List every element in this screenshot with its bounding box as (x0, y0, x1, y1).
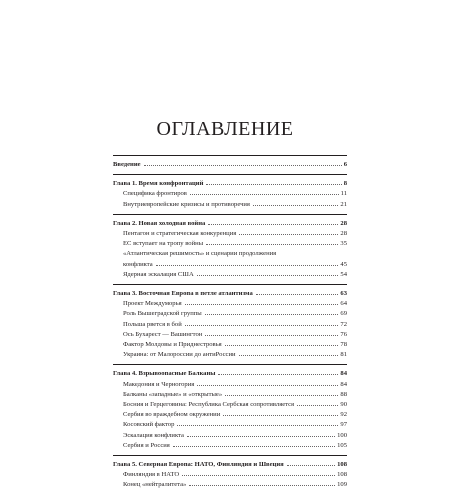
toc-entry-title: Внутриевропейские кризисы и противоречия (123, 200, 250, 208)
toc-entry-title: Проект Междуморья (123, 300, 182, 308)
toc-entry[interactable] (113, 380, 347, 390)
toc-entry-title: Пентагон и стратегическая конкуренция (123, 230, 237, 238)
dot-leader (297, 405, 338, 406)
toc-entry[interactable] (113, 410, 347, 420)
toc-entry-title: Ось Бухарест — Вашингтон (123, 330, 203, 338)
toc-entry-title: Сербия и Россия (123, 441, 170, 449)
dot-leader (190, 194, 339, 195)
toc-chapter (113, 285, 347, 364)
dot-leader (225, 395, 338, 396)
dot-leader (225, 345, 339, 346)
toc-entry-page: 8 (343, 180, 347, 188)
toc-chapter-entry[interactable] (113, 369, 347, 379)
dot-leader (144, 165, 342, 166)
dot-leader (206, 244, 338, 245)
dot-leader (218, 374, 338, 375)
toc-entry-title: Роль Вышеградской группы (123, 310, 202, 318)
toc-entry[interactable] (113, 340, 347, 350)
toc-entry[interactable] (113, 320, 347, 330)
dot-leader (156, 265, 339, 266)
toc-entry[interactable] (113, 239, 347, 249)
toc-entry-page: 35 (340, 240, 347, 248)
dot-leader (208, 224, 338, 225)
toc-entry-page: 45 (340, 260, 347, 268)
toc-entry-title: Глава 1. Время конфронтаций (113, 180, 204, 188)
toc-entry-title: Украина: от Малороссии до антиРоссии (123, 351, 236, 359)
toc-entry[interactable] (113, 350, 347, 360)
toc-entry-page: 76 (340, 330, 347, 338)
toc-entry-page: 97 (340, 421, 347, 429)
dot-leader (177, 425, 338, 426)
toc-entry-title: Глава 4. Взрывоопасные Балканы (113, 370, 216, 378)
toc-entry-page: 6 (343, 161, 347, 168)
toc-entry-page: 92 (340, 411, 347, 419)
toc-entry-title-cont: конфликта (123, 260, 153, 268)
toc-chapter (113, 365, 347, 455)
toc-entry[interactable] (113, 390, 347, 400)
toc-entry-title: Босния и Герцеговина: Республика Сербская сопротивляется (123, 401, 295, 409)
toc-entry[interactable] (113, 189, 347, 199)
dot-leader (185, 325, 339, 326)
toc-entry-continuation[interactable] (113, 260, 347, 270)
dot-leader (239, 234, 338, 235)
dot-leader (239, 355, 339, 356)
toc-entry-title: Балканы «западные» и «открытые» (123, 390, 223, 398)
toc-entry[interactable] (113, 309, 347, 319)
toc-entry-title: Введение (113, 161, 141, 168)
toc-chapter (113, 456, 347, 495)
toc-entry-page: 72 (340, 320, 347, 328)
toc-chapter-entry[interactable] (113, 179, 347, 189)
dot-leader (197, 275, 339, 276)
toc-entry-page: 100 (337, 431, 347, 439)
toc-entry-title: Эскалация конфликта (123, 431, 184, 439)
toc-chapter (113, 175, 347, 214)
toc-entry-page: 105 (337, 441, 347, 449)
toc-entry-title: Сербия во враждебном окружении (123, 411, 221, 419)
toc-chapter-entry[interactable] (113, 460, 347, 470)
toc-heading: ОГЛАВЛЕНИЕ (156, 118, 294, 140)
dot-leader (185, 304, 339, 305)
toc-entry-page: 88 (340, 390, 347, 398)
toc-entry-title: Финляндия в НАТО (123, 471, 180, 479)
toc-entry-page: 109 (337, 481, 347, 489)
toc-entry-page: 28 (340, 219, 347, 227)
toc-entry-title: Глава 3. Восточная Европа в петле атлантизма (113, 290, 253, 298)
toc-entry[interactable] (113, 431, 347, 441)
toc-entry-page: 28 (340, 230, 347, 238)
toc-chapters (113, 174, 347, 494)
toc-entry[interactable] (113, 330, 347, 340)
dot-leader (205, 314, 339, 315)
toc-intro (113, 156, 347, 174)
toc-entry-title: «Атлантическая решимость» и сценарии продолжения (123, 250, 277, 258)
dot-leader (206, 184, 341, 185)
table-of-contents (113, 155, 347, 495)
toc-entry[interactable] (113, 400, 347, 410)
toc-entry-page: 81 (340, 351, 347, 359)
toc-chapter-entry[interactable] (113, 219, 347, 229)
toc-entry-page: 69 (340, 310, 347, 318)
toc-entry-intro[interactable] (113, 160, 347, 170)
dot-leader (223, 415, 338, 416)
toc-entry-title: ЕС вступает на тропу войны (123, 240, 204, 248)
toc-entry[interactable] (113, 200, 347, 210)
toc-entry[interactable] (113, 299, 347, 309)
toc-entry[interactable] (113, 229, 347, 239)
toc-entry-page: 84 (340, 370, 347, 378)
toc-entry[interactable] (113, 420, 347, 430)
toc-entry-page: 54 (340, 270, 347, 278)
toc-entry-page: 84 (340, 380, 347, 388)
dot-leader (256, 294, 339, 295)
dot-leader (182, 475, 335, 476)
toc-entry-page: 108 (337, 471, 347, 479)
dot-leader (187, 436, 335, 437)
dot-leader (173, 446, 335, 447)
toc-entry-title: Фактор Молдовы и Приднестровья (123, 341, 222, 349)
toc-entry[interactable] (113, 270, 347, 280)
dot-leader (197, 385, 338, 386)
toc-entry[interactable] (113, 249, 347, 259)
toc-entry-page: 63 (340, 290, 347, 298)
toc-entry-page: 11 (340, 190, 347, 198)
toc-entry-page: 21 (340, 200, 347, 208)
toc-entry-title: Специфика фронтиров (123, 190, 187, 198)
toc-entry[interactable] (113, 480, 347, 490)
toc-entry-title: Конец «нейтралитета» (123, 481, 187, 489)
toc-entry-title: Македония и Черногория (123, 380, 195, 388)
toc-entry-page: 90 (340, 401, 347, 409)
toc-entry-title: Косовский фактор (123, 421, 175, 429)
dot-leader (287, 465, 335, 466)
toc-entry-page: 64 (340, 300, 347, 308)
toc-entry-title: Ядерная эскалация США (123, 270, 194, 278)
toc-entry-page: 78 (340, 341, 347, 349)
toc-entry-title: Глава 5. Северная Европа: НАТО, Финляндия и Швеция (113, 461, 284, 469)
toc-chapter-entry[interactable] (113, 289, 347, 299)
dot-leader (253, 205, 338, 206)
toc-entry-title: Глава 2. Новая холодная война (113, 219, 206, 227)
dot-leader (189, 485, 335, 486)
toc-entry[interactable] (113, 470, 347, 480)
dot-leader (205, 335, 338, 336)
toc-entry-page: 108 (337, 461, 347, 469)
toc-entry-title: Польша рвется в бой (123, 320, 182, 328)
toc-chapter (113, 215, 347, 284)
